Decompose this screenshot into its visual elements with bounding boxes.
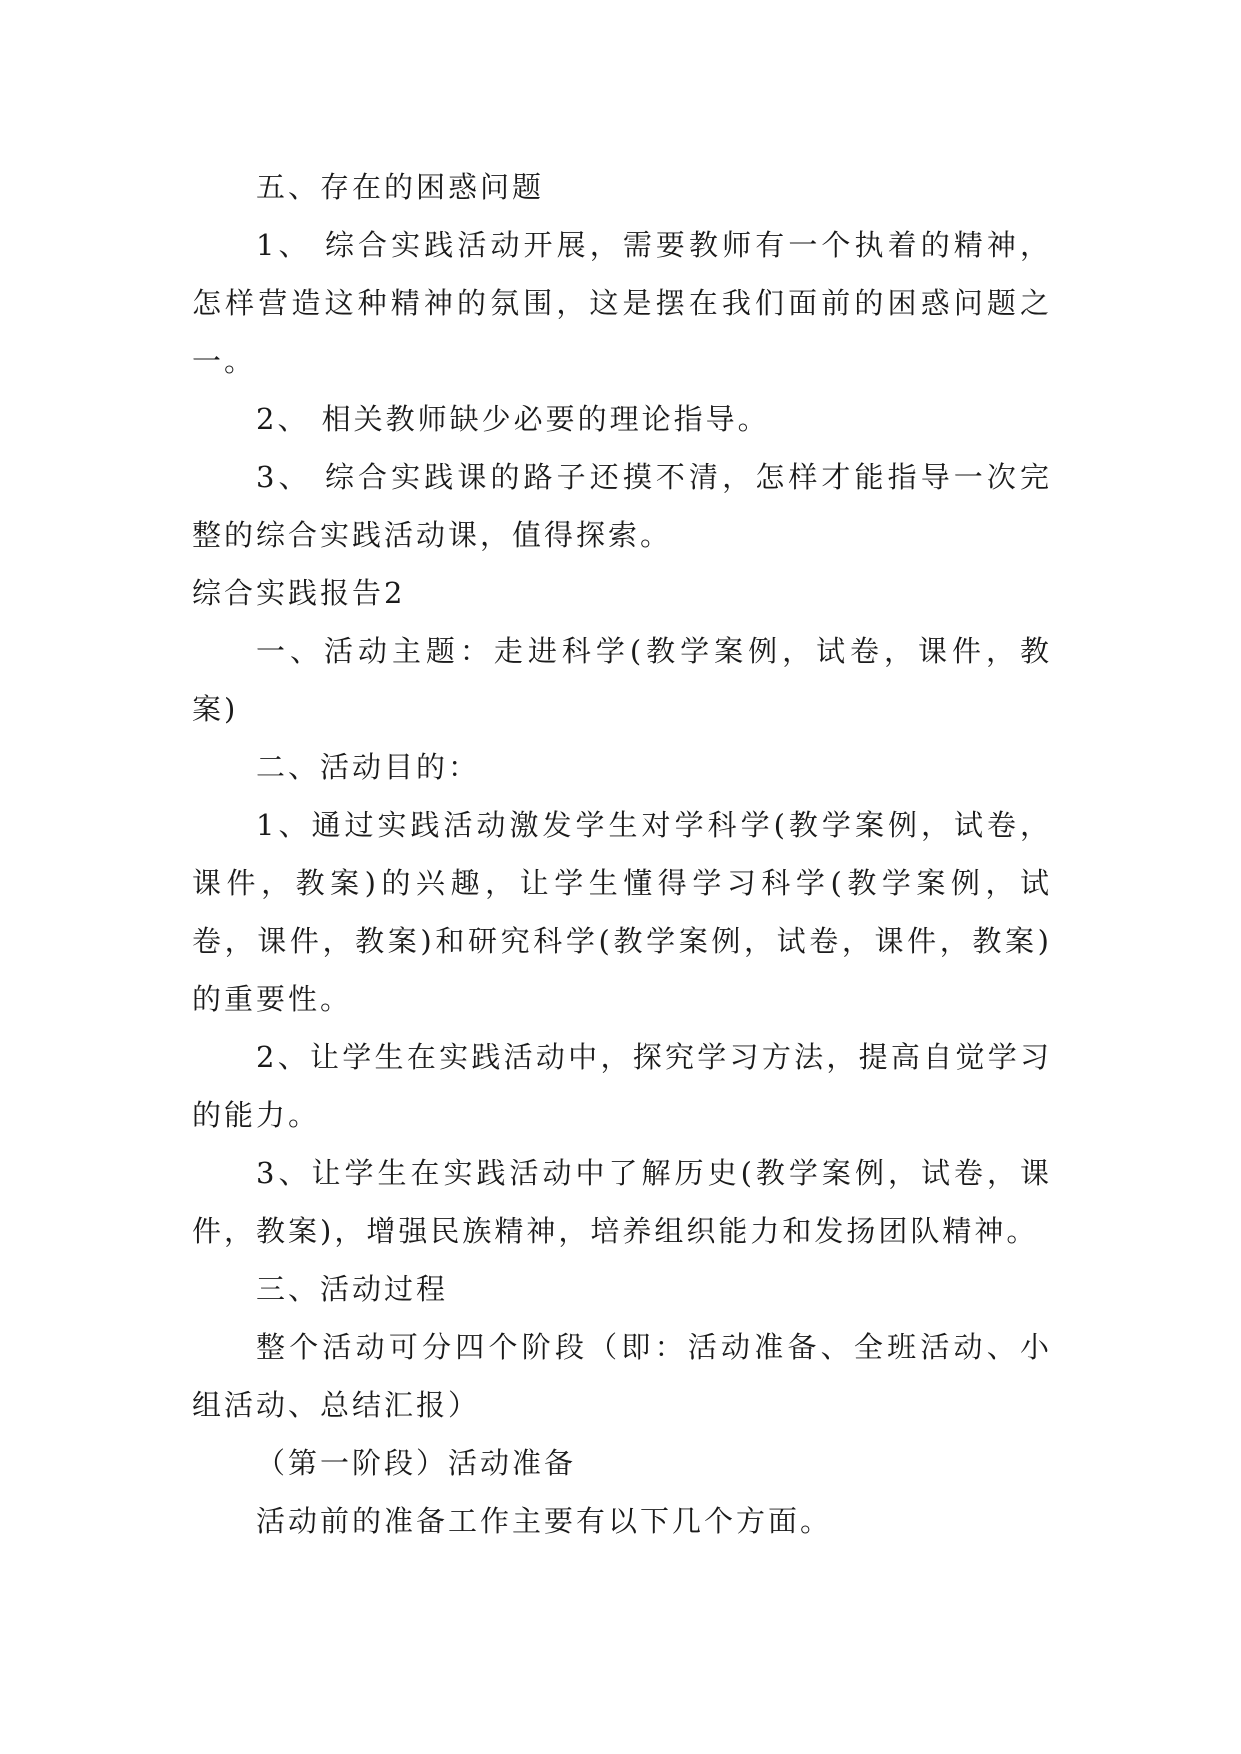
paragraph-problem-1: 1、 综合实践活动开展，需要教师有一个执着的精神，怎样营造这种精神的氛围，这是摆在我们面前的困惑问题之一。	[192, 228, 1052, 378]
paragraph-process-overview: 整个活动可分四个阶段（即：活动准备、全班活动、小组活动、总结汇报）	[192, 1330, 1052, 1422]
report-title: 综合实践报告2	[192, 576, 406, 610]
document-body	[192, 158, 1052, 1550]
section-heading-purpose: 二、活动目的：	[256, 750, 481, 784]
paragraph-purpose-2: 2、让学生在实践活动中，探究学习方法，提高自觉学习的能力。	[192, 1040, 1052, 1132]
paragraph-purpose-3: 3、让学生在实践活动中了解历史(教学案例，试卷，课件，教案)，增强民族精神，培养组织能力和发扬团队精神。	[192, 1156, 1052, 1248]
section-heading-process: 三、活动过程	[256, 1272, 449, 1306]
section-heading-theme: 一、活动主题：走进科学(教学案例，试卷，课件，教案)	[192, 634, 1052, 726]
paragraph-problem-3: 3、 综合实践课的路子还摸不清，怎样才能指导一次完整的综合实践活动课，值得探索。	[192, 460, 1052, 552]
paragraph-preparation: 活动前的准备工作主要有以下几个方面。	[256, 1504, 833, 1538]
subheading-stage-1: （第一阶段）活动准备	[256, 1446, 577, 1480]
section-heading-problems: 五、存在的困惑问题	[256, 170, 545, 204]
paragraph-purpose-1: 1、通过实践活动激发学生对学科学(教学案例，试卷，课件，教案)的兴趣，让学生懂得学习科学(教学案例，试卷，课件，教案)和研究科学(教学案例，试卷，课件，教案)的重要性。	[192, 808, 1052, 1016]
paragraph-problem-2: 2、 相关教师缺少必要的理论指导。	[256, 402, 770, 436]
